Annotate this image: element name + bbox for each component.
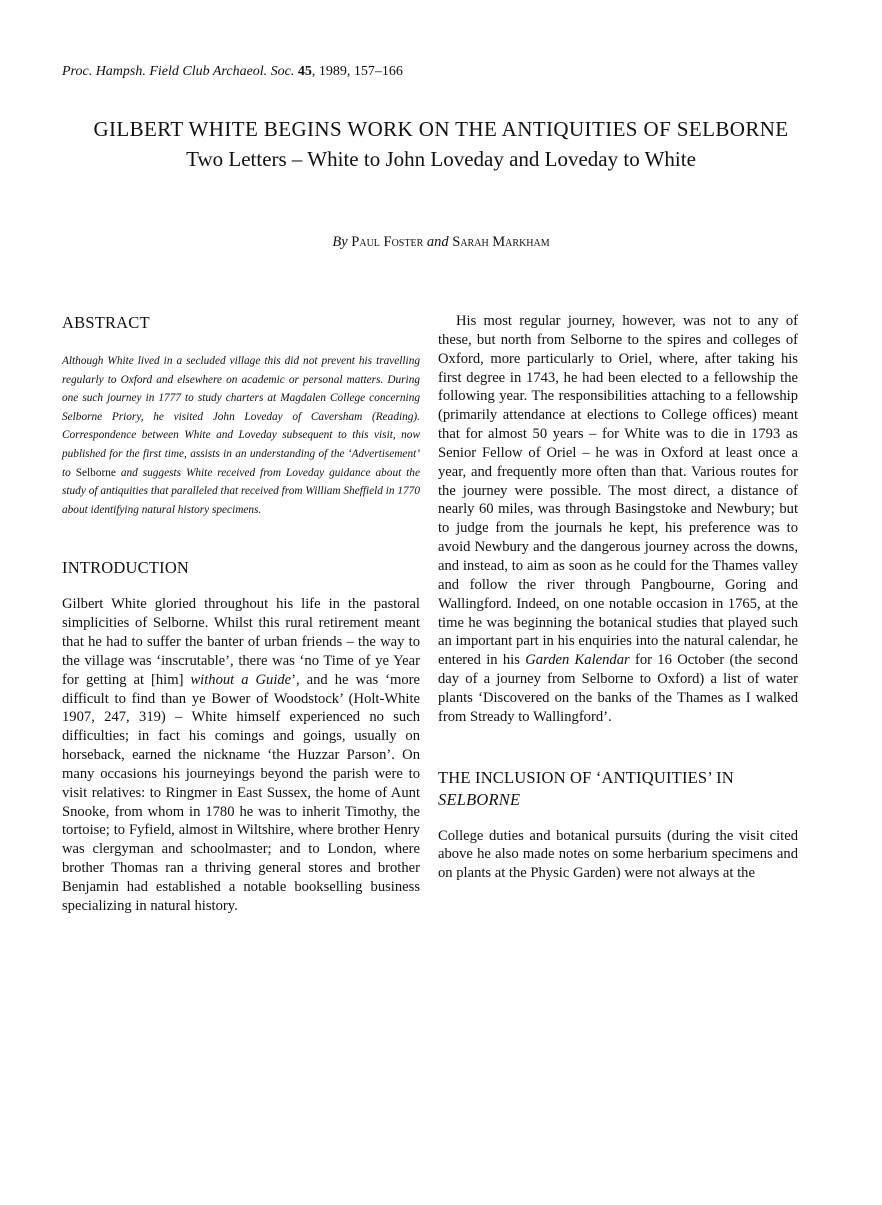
antiquities-heading-line2: SELBORNE (438, 789, 521, 809)
garden-kalendar-italic: Garden Kalendar (525, 652, 630, 669)
introduction-paragraph (62, 595, 420, 915)
byline-by: By (332, 234, 348, 250)
journal-pages: , 1989, 157–166 (311, 64, 403, 79)
intro-part-1: Gilbert White gloried throughout his life in the pastoral simplicities of Selborne. Whilst this rural retirement meant that he had to suffer the banter of urban friends – the way to the village was ‘inscrutable’, there was ‘no Time of ye Year for getting at [him] (62, 596, 420, 688)
byline-and: and (426, 234, 449, 250)
intro-part-2: ’, and he was ‘more difficult to find than ye Bower of Woodstock’ (Holt-White 1907, 247, 319) – White himself experienced no such difficulties; in fact his comings and goings, usually on horseback, earned the nickname ‘the Huzzar Parson’. On many occasions his journeyings beyond the parish were to visit relatives: to Ringmer in East Sussex, the home of Aunt Snooke, from whom in 1780 he was to inherit Timothy, the tortoise; to Fyfield, almost in Wiltshire, where brother Henry was clergyman and schoolmaster; and to London, where brother Thomas ran a thriving general stores and brother Benjamin had established a notable bookselling business specializing in natural history. (62, 671, 420, 914)
abstract-part-1: Although White lived in a secluded village this did not prevent his travelling regularly to Oxford and elsewhere on academic or personal matters. During one such journey in 1777 to study charters at Magdalen College concerning Selborne Priory, he visited John Loveday of Caversham (Reading). Correspondence between White and Loveday subsequent to this visit, now published for the first time, assists in an understanding of the ‘Advertisement’ to (62, 355, 420, 479)
title-block (40, 116, 842, 173)
abstract-text (62, 352, 420, 519)
introduction-heading: INTRODUCTION (62, 558, 190, 578)
byline (0, 234, 882, 251)
left-column (62, 312, 420, 916)
author-2: Sarah Markham (452, 234, 550, 250)
article-title: GILBERT WHITE BEGINS WORK ON THE ANTIQUITIES OF SELBORNE (93, 117, 789, 141)
oxford-paragraph (438, 312, 798, 727)
journal-citation (62, 64, 403, 80)
abstract-upright: Selborne (75, 466, 116, 479)
antiquities-heading (438, 767, 798, 811)
antiquities-heading-line1: THE INCLUSION OF ‘ANTIQUITIES’ IN (438, 767, 734, 787)
article-subtitle: Two Letters – White to John Loveday and Loveday to White (186, 147, 696, 171)
journal-volume: 45 (297, 64, 312, 79)
oxford-part-2: for 16 October (the second day of a journey from Selborne to Oxford) a list of water plants ‘Discovered on the banks of the Thames as I walked from Stready to Wallingford’. (438, 652, 799, 725)
intro-italic: without a Guide (190, 671, 292, 688)
author-1: Paul Foster (351, 234, 424, 250)
abstract-part-2: and suggests White received from Loveday guidance about the study of antiquities that paralleled that received from William Sheffield in 1770 about identifying natural history specimens. (62, 466, 420, 516)
oxford-part-1: His most regular journey, however, was not to any of these, but north from Selborne to the spires and colleges of Oxford, more particularly to Oriel, where, after taking his first degree in 1743, he had been elected to a fellowship the following year. The responsibilities attaching to a fellowship (primarily attendance at elections to College offices) meant that for almost 50 years – for White was to die in 1793 as Senior Fellow of Oriel – he was in Oxford at least once a year, and frequently more often than that. Various routes for the journey were possible. The most direct, a distance of nearly 60 miles, was through Basingstoke and Newbury; but to judge from the journals he kept, his preference was to avoid Newbury and the dangerous journey across the downs, and instead, to aim as soon as he could for the Thames valley and follow the river through Pangbourne, Goring and Wallingford. Indeed, on one notable occasion in 1765, at the time he was beginning the botanical studies that played such an important part in his enquiries into the natural calendar, he entered in his (438, 313, 798, 669)
college-duties-paragraph: College duties and botanical pursuits (during the visit cited above he also made notes on some herbarium specimens and on plants at the Physic Garden) were not always at the (438, 827, 798, 882)
abstract-heading: ABSTRACT (62, 313, 150, 332)
right-column (438, 312, 798, 883)
journal-name: Proc. Hampsh. Field Club Archaeol. Soc. (62, 64, 295, 79)
